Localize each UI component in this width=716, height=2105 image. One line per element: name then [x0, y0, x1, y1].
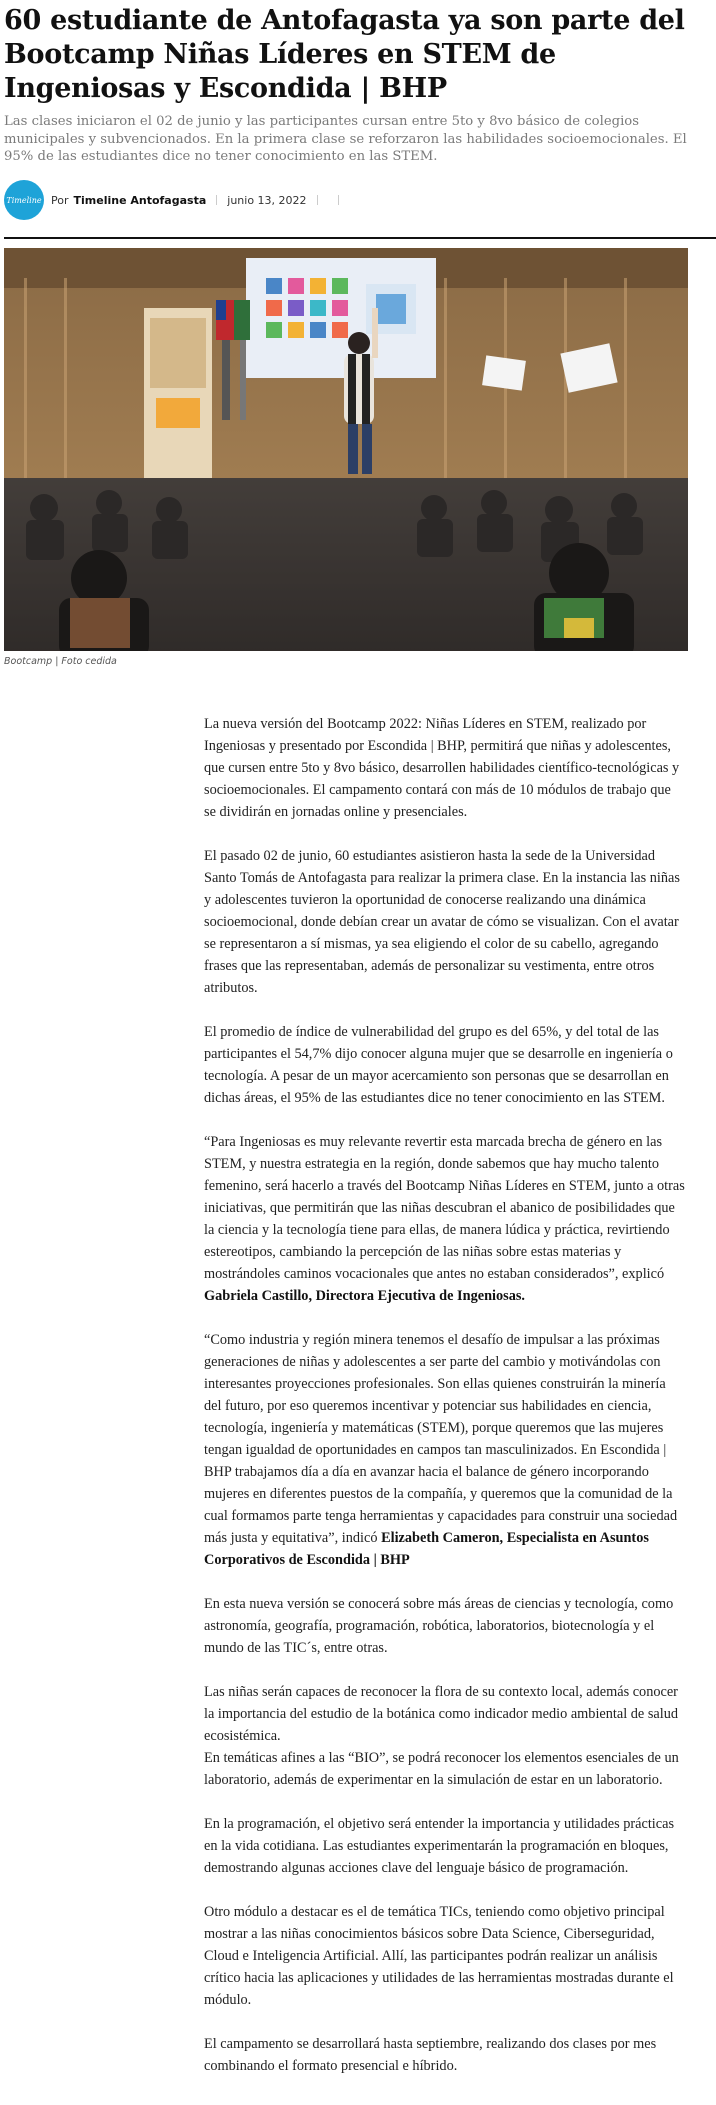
- paragraph-text: El promedio de índice de vulnerabilidad del grupo es del 65%, y del total de las participantes el 54,7% dijo conocer alguna mujer que se desarrolle en ingeniería o tecnología. A pesar de un mayor acercamiento son personas que se desarrollan en dichas áreas, el 95% de las estudiantes dice no tener conocimiento en las STEM.: [204, 1024, 673, 1106]
- article-photo: [4, 248, 688, 651]
- author-avatar[interactable]: [4, 180, 44, 220]
- article-paragraph: [204, 1329, 686, 1571]
- paragraph-text: En esta nueva versión se conocerá sobre más áreas de ciencias y tecnología, como astronomía, geografía, programación, robótica, laboratorios, biotecnología y el mundo de las TIC´s, entre otras.: [204, 1596, 674, 1656]
- header-divider: [4, 237, 716, 239]
- paragraph-text: En la programación, el objetivo será entender la importancia y utilidades prácticas en la vida cotidiana. Las estudiantes experimentarán la programación en bloques, demostrando algunas acciones clave del lenguaje básico de programación.: [204, 1816, 675, 1876]
- quoted-person: Gabriela Castillo, Directora Ejecutiva de Ingeniosas.: [204, 1288, 525, 1304]
- article-paragraph: [204, 2033, 686, 2077]
- paragraph-text: Las niñas serán capaces de reconocer la flora de su contexto local, además conocer la importancia del estudio de la botánica como indicador medio ambiental de salud ecosistémica.: [204, 1684, 679, 1744]
- article-body: [204, 713, 686, 2099]
- avatar-logo-text: Timeline: [6, 195, 42, 205]
- author-link[interactable]: Timeline Antofagasta: [73, 193, 207, 207]
- article-paragraph: [204, 1021, 686, 1109]
- article-title: 60 estudiante de Antofagasta ya son parte del Bootcamp Niñas Líderes en STEM de Ingeniosas y Escondida | BHP: [4, 5, 685, 104]
- byline: [4, 180, 712, 220]
- article-paragraph: [204, 1131, 686, 1307]
- paragraph-text: En temáticas afines a las “BIO”, se podrá reconocer los elementos esenciales de un laboratorio, además de experimentar en la simulación de estar en un laboratorio.: [204, 1750, 679, 1788]
- article-paragraph: [204, 713, 686, 823]
- article-paragraph: [204, 1593, 686, 1659]
- byline-divider: [216, 195, 217, 205]
- article-paragraph: [204, 1901, 686, 2011]
- paragraph-text: “Como industria y región minera tenemos el desafío de impulsar a las próximas generaciones de niñas y adolescentes a ser parte del cambio y motivándolas con interesantes proyecciones profesionales. Son ellas quienes construirán la minería del futuro, por eso queremos incentivar y potenciar sus habilidades en ciencia, tecnología, ingeniería y matemáticas (STEM), porque queremos que las mujeres tengan igualdad de oportunidades en campos tan masculinizados. En Escondida | BHP trabajamos día a día en avanzar hacia el balance de género incorporando mujeres en diferentes puestos de la compañía, y queremos que la comunidad de la cual formamos parte tenga herramientas y capacidades para construir una sociedad más justa y equitativa”, indicó: [204, 1332, 678, 1546]
- paragraph-text: “Para Ingeniosas es muy relevante revertir esta marcada brecha de género en las STEM, y nuestra estrategia en la región, donde sabemos que hay mucho talento femenino, será hacerlo a través del Bootcamp Niñas Líderes en STEM, junto a otras iniciativas, que permitirán que las niñas descubran el abanico de posibilidades que la ciencia y la tecnología tiene para ellas, de manera lúdica y práctica, revirtiendo estereotipos, cambiando la percepción de las niñas sobre estas materias y mostrándoles caminos vocacionales que antes no estaban considerados”, explicó: [204, 1134, 685, 1282]
- paragraph-text: El pasado 02 de junio, 60 estudiantes asistieron hasta la sede de la Universidad Santo Tomás de Antofagasta para realizar la primera clase. En la instancia las niñas y adolescentes tuvieron la oportunidad de conocerse realizando una dinámica socioemocional, donde debían crear un avatar de cómo se visualizan. Con el avatar se representaron a sí mismas, ya sea eligiendo el color de su cabello, agregando frases que las representaban, además de personalizar su vestimenta, entre otros atributos.: [204, 848, 680, 996]
- paragraph-text: El campamento se desarrollará hasta septiembre, realizando dos clases por mes combinando el formato presencial e híbrido.: [204, 2036, 657, 2074]
- article-paragraph: [204, 1813, 686, 1879]
- paragraph-text: Otro módulo a destacar es el de temática TICs, teniendo como objetivo principal mostrar a las niñas conocimientos básicos sobre Data Science, Ciberseguridad, Cloud e Inteligencia Artificial. Allí, las participantes podrán realizar un análisis crítico hacia las aplicaciones y utilidades de las herramientas mostradas durante el módulo.: [204, 1904, 674, 2008]
- byline-divider: [338, 195, 339, 205]
- byline-divider: [317, 195, 318, 205]
- image-caption: Bootcamp | Foto cedida: [4, 656, 117, 667]
- article-paragraph: [204, 845, 686, 999]
- article-paragraph: [204, 1681, 686, 1791]
- paragraph-text: La nueva versión del Bootcamp 2022: Niñas Líderes en STEM, realizado por Ingeniosas y presentado por Escondida | BHP, permitirá que niñas y adolescentes, que cursen entre 5to y 8vo básico, desarrollen habilidades científico-tecnológicas y socioemocionales. El campamento contará con más de 10 módulos de trabajo que se dividirán en jornadas online y presenciales.: [204, 716, 680, 820]
- classroom-photo-illustration: [4, 248, 688, 651]
- quoted-person: Elizabeth Cameron, Especialista en Asuntos Corporativos de Escondida | BHP: [204, 1530, 649, 1568]
- article-subtitle: Las clases iniciaron el 02 de junio y las participantes cursan entre 5to y 8vo básico de colegios municipales y subvencionados. En la primera clase se reforzaron las habilidades socioemocionales. El 95% de las estudiantes dice no tener conocimiento en las STEM.: [4, 114, 687, 164]
- by-label: Por: [51, 193, 69, 207]
- publish-date: junio 13, 2022: [227, 193, 307, 207]
